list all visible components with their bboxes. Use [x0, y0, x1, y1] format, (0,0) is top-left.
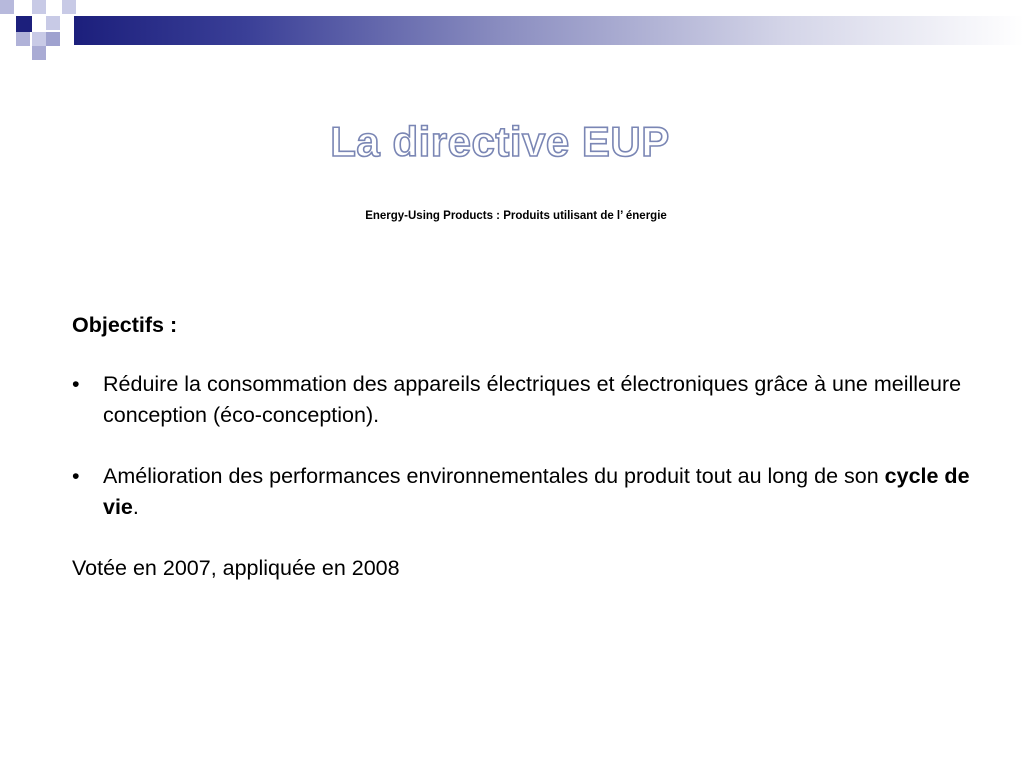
header-square — [0, 0, 14, 14]
bullet-list — [72, 369, 992, 523]
slide-title: La directive EUP — [330, 118, 670, 165]
header-square-accent — [16, 16, 32, 32]
slide-body — [72, 310, 992, 584]
bullet-item — [72, 369, 992, 431]
bullet-symbol: • — [72, 372, 80, 396]
bullet-emphasis: cycle de vie — [103, 464, 970, 519]
bullet-text: Réduire la consommation des appareils électriques et électroniques grâce à une meilleure conception (éco-conception). — [103, 372, 962, 427]
header-square — [32, 32, 46, 46]
header-square — [32, 46, 46, 60]
header-square — [16, 32, 30, 46]
bullet-item — [72, 461, 992, 523]
header-square — [46, 32, 60, 46]
slide-subtitle: Energy-Using Products : Produits utilisant de l’ énergie — [365, 210, 667, 222]
bullet-text-end: . — [132, 495, 139, 519]
vote-date-line: Votée en 2007, appliquée en 2008 — [72, 556, 400, 580]
header-square — [46, 16, 60, 30]
header-square — [62, 0, 76, 14]
objectives-heading: Objectifs : — [72, 313, 178, 337]
header-gradient-band — [74, 16, 1024, 45]
bullet-text: Amélioration des performances environnementales du produit tout au long de son — [103, 464, 885, 488]
header-square — [32, 0, 46, 14]
bullet-symbol: • — [72, 464, 80, 488]
